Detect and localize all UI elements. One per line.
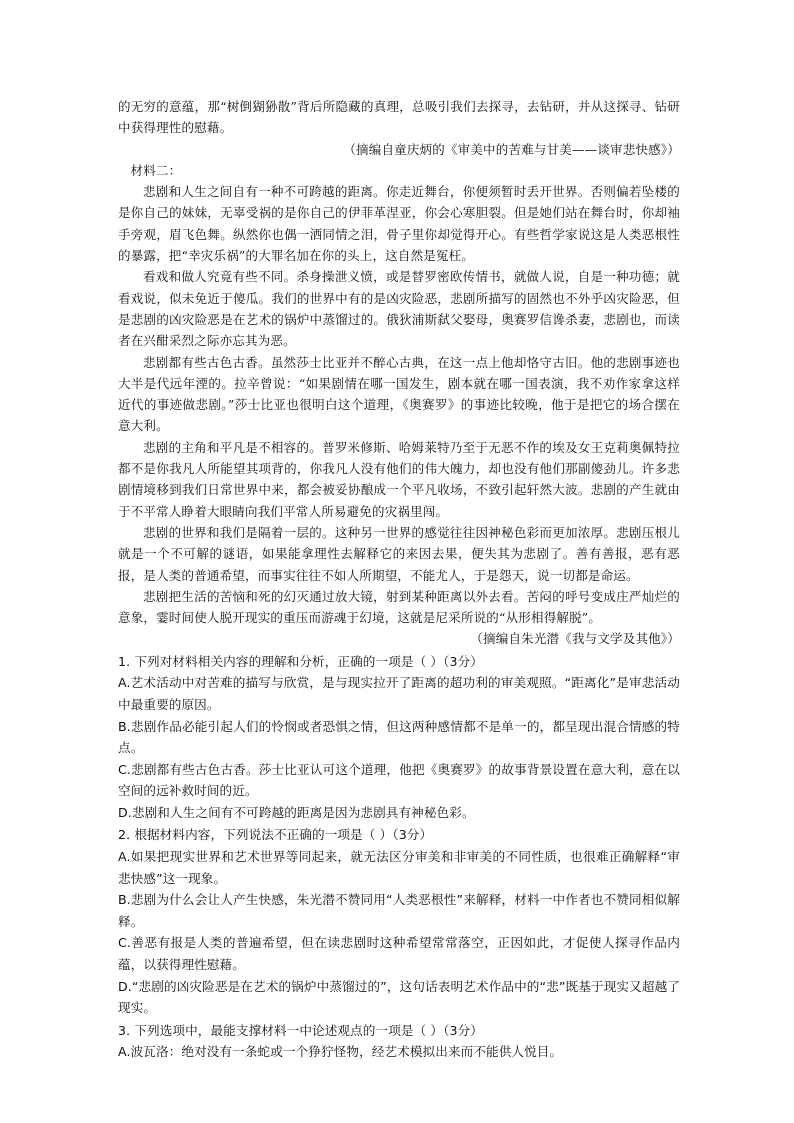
material2-heading: 材料二：	[130, 162, 182, 178]
option-a: A.如果把现实世界和艺术世界等同起来，就无法区分审美和非审美的不同性质，也很难正确解释“审悲快感”这一现象。	[118, 849, 680, 886]
question-stem: 1. 下列对材料相关内容的理解和分析，正确的一项是（ ）（3分）	[118, 653, 483, 669]
material2-citation: （摘编自朱光潜《我与文学及其他》）	[470, 631, 680, 647]
material2-paragraph: 悲剧的世界和我们是隔着一层的。这种另一世界的感觉往往因神秘色彩而更加浓厚。悲剧压根儿就是一个不可解的谜语，如果能拿理性去解释它的来因去果，便失其为悲剧了。善有善报，恶有恶报，是人类的普通希望，而事实往往不如人所期望，不能尤人，于是怨天，说一切都是命运。	[118, 524, 680, 583]
option-b: B.悲剧为什么会让人产生快感，朱光潜不赞同用“人类恶根性”来解释，材料一中作者也不赞同相似解释。	[118, 892, 680, 929]
option-a: A.波瓦洛：绝对没有一条蛇或一个狰狞怪物，经艺术模拟出来而不能供人悦目。	[118, 1044, 563, 1060]
material2-paragraph: 悲剧都有些古色古香。虽然莎士比亚并不醉心古典，在这一点上他却恪守古旧。他的悲剧事迹也大半是代远年湮的。拉辛曾说：“如果剧情在哪一国发生，剧本就在哪一国表演，我不劝作家拿这样近代的事迹做悲剧。”莎士比亚也很明白这个道理，《奥赛罗》的事迹比较晚，他于是把它的场合摆在意大利。	[118, 354, 680, 434]
option-d: D.“悲剧的凶灾险恶是在艺术的锅炉中蒸馏过的”，这句话表明艺术作品中的“悲”既基于现实又超越了现实。	[118, 978, 680, 1016]
material2-paragraph: 看戏和做人究竟有些不同。杀身操泄义愤，或是替罗密欧传情书，就做人说，自是一种功德；就看戏说，似未免近于傻瓜。我们的世界中有的是凶灾险恶，悲剧所描写的固然也不外乎凶灾险恶，但是悲剧的凶灾险恶是在艺术的锅炉中蒸馏过的。俄狄浦斯弑父娶母，奥赛罗信谗杀妻，悲剧也，而读者在兴酣采烈之际亦忘其为恶。	[118, 269, 680, 349]
material1-tail-paragraph: 的无穷的意蕴，那“树倒猢狲散”背后所隐藏的真理，总吸引我们去探寻，去钻研，并从这探寻、钻研中获得理性的慰藉。	[118, 99, 680, 136]
option-a: A.艺术活动中对苦难的描写与欣赏，是与现实拉开了距离的超功利的审美观照。“距离化”是审悲活动中最重要的原因。	[118, 675, 680, 712]
question-stem: 3. 下列选项中，最能支撑材料一中论述观点的一项是（ ）（3分）	[118, 1022, 483, 1038]
material2-paragraph: 悲剧和人生之间自有一种不可跨越的距离。你走近舞台，你便须暂时丢开世界。否则偏若坠楼的是你自己的妹妹，无辜受祸的是你自己的伊菲革涅亚，你会心寒胆裂。但是她们站在舞台时，你却袖手旁观，眉飞色舞。纵然你也偶一洒同情之泪，骨子里你却觉得开心。有些哲学家说这是人类恶根性的暴露，把“幸灾乐祸”的大罪名加在你的头上，这自然是冤枉。	[118, 184, 680, 264]
option-c: C.善恶有报是人类的普遍希望，但在读悲剧时这种希望常常落空，正因如此，才促使人探寻作品内蕴，以获得理性慰藉。	[118, 935, 680, 973]
option-b: B.悲剧作品必能引起人们的怜悯或者恐惧之情，但这两种感情都不是单一的，都呈现出混合情感的特点。	[118, 718, 680, 756]
material1-citation: （摘编自童庆炳的《审美中的苦难与甘美——谈审悲快感》）	[343, 141, 680, 157]
option-c: C.悲剧都有些古色古香。莎士比亚认可这个道理，他把《奥赛罗》的故事背景设置在意大利，意在以空间的远补救时间的近。	[118, 761, 680, 799]
option-d: D.悲剧和人生之间有不可跨越的距离是因为悲剧具有神秘色彩。	[118, 804, 475, 820]
question-2	[118, 824, 680, 1018]
question-3	[118, 1020, 680, 1063]
material2-paragraph: 悲剧的主角和平凡是不相容的。普罗米修斯、哈姆莱特乃至于无恶不作的埃及女王克莉奥佩特拉都不是你我凡人所能望其项背的，你我凡人没有他们的伟大魄力，却也没有他们那副傻劲儿。许多悲剧情境移到我们日常世界中来，都会被妥协酿成一个平凡收场，不致引起轩然大波。悲剧的产生就由于不平常人睁着大眼睛向我们平常人所易避免的灾祸里闯。	[118, 439, 680, 519]
material2-paragraph: 悲剧把生活的苦恼和死的幻灭通过放大镜，射到某种距离以外去看。苦闷的呼号变成庄严灿烂的意象，霎时间使人脱开现实的重压而游魂于幻境，这就是尼采所说的“从形相得解脱”。	[118, 588, 680, 626]
question-stem: 2. 根据材料内容，下列说法不正确的一项是（ ）（3分）	[118, 827, 433, 843]
question-1	[118, 651, 680, 824]
exam-page	[118, 96, 680, 1063]
